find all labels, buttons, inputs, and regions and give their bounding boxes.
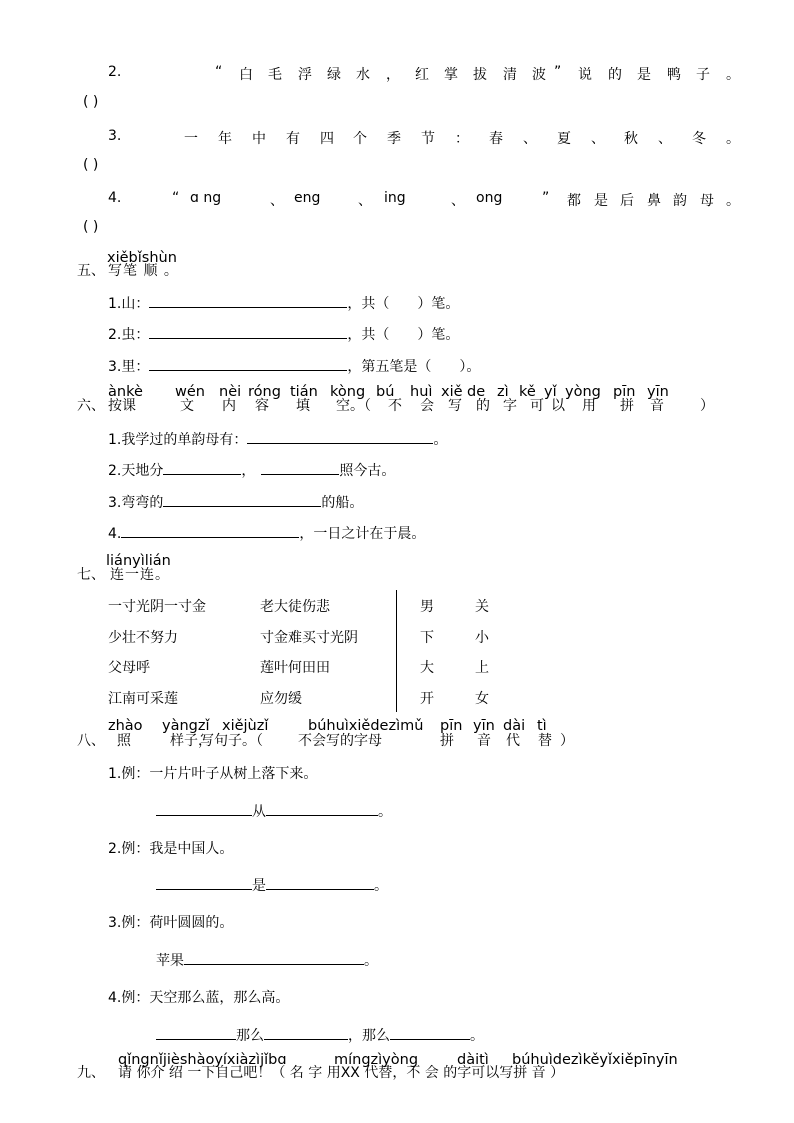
answer-blank[interactable]: [390, 1025, 470, 1040]
s5-number: 五、: [77, 263, 105, 279]
s6-item-text: 3.弯弯的: [108, 495, 164, 511]
answer-blank[interactable]: [149, 356, 347, 371]
s8-answer-text: 苹果: [156, 953, 184, 969]
q4-item: eng: [294, 190, 321, 206]
s9-pinyin-segment: qǐngnǐjièshàoyíxiàzìjǐbɑ: [118, 1052, 287, 1068]
s8-answer-text: 那么: [236, 1028, 264, 1044]
q3-char: 一: [184, 131, 198, 147]
q2-tail-char: 。: [726, 67, 740, 83]
q4-tail-char: 是: [594, 193, 608, 209]
q4-number: 4.: [108, 190, 122, 206]
q2-char: 拔: [473, 67, 487, 83]
s6-item-text: ，一日之计在于晨。: [299, 526, 426, 542]
s6-title-char: 容: [255, 398, 269, 414]
match-char[interactable]: 女: [475, 691, 489, 707]
s8-example-3: 3.例：荷叶圆圆的。: [108, 915, 234, 931]
q4-tail-char: 韵: [673, 193, 687, 209]
s6-item-text: 4.: [108, 526, 122, 542]
s6-title-char: 字: [503, 398, 517, 414]
q4-item: ɑ ng: [190, 190, 222, 206]
q2-answer-paren[interactable]: ( ): [83, 94, 99, 110]
s6-pinyin-syllable: de: [467, 384, 486, 400]
s6-title-char: 文: [180, 398, 194, 414]
s6-title-char: 不: [388, 398, 402, 414]
q2-number: 2.: [108, 64, 122, 80]
s6-title-char: 音: [650, 398, 664, 414]
s8-answer-4: [156, 1025, 484, 1045]
q3-char: 、: [591, 131, 605, 147]
s8-title-part: 拼: [440, 733, 454, 749]
answer-blank[interactable]: [266, 801, 378, 816]
s8-title-part: 音: [477, 733, 491, 749]
s6-title-char: 写: [448, 398, 462, 414]
s5-item-mid: ，共（: [347, 296, 390, 312]
q2-char: ，: [386, 67, 400, 83]
s8-example-4: 4.例：天空那么蓝，那么高。: [108, 990, 290, 1006]
match-phrase[interactable]: 一寸光阴一寸金: [108, 599, 206, 615]
answer-blank[interactable]: [184, 950, 364, 965]
s8-pinyin-syllable: zhào: [108, 718, 143, 734]
s8-answer-text: 。: [374, 878, 388, 894]
q3-char: 季: [387, 131, 401, 147]
s8-title-part: 写句子。（: [200, 733, 263, 749]
s6-pinyin-syllable: yǐ: [544, 384, 557, 400]
s6-item-1: [108, 429, 447, 449]
q3-char: 年: [218, 131, 232, 147]
s8-answer-text: 。: [378, 804, 392, 820]
s5-title: 写笔 顺 。: [108, 263, 179, 279]
s6-pinyin-syllable: nèi: [219, 384, 242, 400]
s8-answer-text: 。: [364, 953, 378, 969]
s9-number: 九、: [77, 1065, 105, 1081]
s6-item-text: 2.天地分: [108, 463, 164, 479]
s6-item-4: [108, 523, 425, 543]
match-phrase[interactable]: 父母呼: [108, 660, 150, 676]
s8-title-part: 不会写的字母: [298, 733, 382, 749]
q3-answer-paren[interactable]: ( ): [83, 157, 99, 173]
s6-item-text: ，: [241, 463, 256, 479]
s6-pinyin-syllable: xiě: [441, 384, 463, 400]
s6-title-char: 空: [336, 398, 350, 414]
answer-blank[interactable]: [163, 492, 321, 507]
match-phrase[interactable]: 少壮不努力: [108, 630, 178, 646]
answer-blank[interactable]: [149, 324, 347, 339]
q4-item: 、: [358, 193, 372, 209]
q2-tail-char: 鸭: [667, 67, 681, 83]
s5-item-label: 1.山：: [108, 296, 150, 312]
s5-item-1: [108, 293, 459, 313]
match-char[interactable]: 关: [475, 599, 489, 615]
match-char[interactable]: 男: [420, 599, 434, 615]
s8-title-part: 照: [117, 733, 131, 749]
q4-open-quote: “: [172, 190, 180, 206]
s6-title-char: 用: [582, 398, 596, 414]
answer-blank[interactable]: [156, 1025, 236, 1040]
s6-item-text: 1.我学过的单韵母有：: [108, 432, 248, 448]
s8-title-part: 替: [538, 733, 552, 749]
s8-pinyin-syllable: yīn: [473, 718, 495, 734]
q3-char: 节: [421, 131, 435, 147]
answer-blank[interactable]: [261, 460, 339, 475]
s8-title-part: ）: [560, 733, 574, 749]
s6-pinyin-syllable: pīn: [613, 384, 636, 400]
q3-char: 。: [726, 131, 740, 147]
s6-item-text: 的船。: [321, 495, 364, 511]
q2-char: 毛: [268, 67, 282, 83]
s7-number: 七、: [77, 567, 105, 583]
s7-title: 连一连。: [110, 567, 170, 583]
s6-title-char: 会: [420, 398, 434, 414]
s8-answer-3: [156, 950, 378, 970]
q2-char: 白: [239, 67, 253, 83]
s6-title-char: 拼: [620, 398, 634, 414]
q4-tail-char: 都: [567, 193, 581, 209]
s6-number: 六、: [77, 398, 105, 414]
q4-tail-char: 母: [700, 193, 714, 209]
s8-title-part: 代: [506, 733, 520, 749]
match-phrase[interactable]: 莲叶何田田: [260, 660, 330, 676]
q2-tail-char: 的: [608, 67, 622, 83]
s5-item-mid: ，第五笔是（: [347, 359, 432, 375]
s6-title-char: ）: [700, 398, 714, 414]
s5-item-end: ）。: [459, 359, 481, 375]
s8-answer-1: [156, 801, 392, 821]
q2-open-quote: “: [215, 64, 223, 80]
q2-char: 绿: [327, 67, 341, 83]
s8-pinyin-syllable: dài: [503, 718, 526, 734]
s6-title-char: 以: [551, 398, 565, 414]
q3-char: 、: [523, 131, 537, 147]
q4-item: 、: [270, 193, 284, 209]
answer-blank[interactable]: [247, 429, 433, 444]
q4-tail-char: 后: [620, 193, 634, 209]
match-phrase[interactable]: 应勿缓: [260, 691, 302, 707]
s6-pinyin-syllable: wén: [175, 384, 205, 400]
s8-pinyin-syllable: búhuìxiědezìmǔ: [308, 718, 424, 734]
q4-item: ong: [476, 190, 503, 206]
match-char[interactable]: 大: [420, 660, 434, 676]
q3-char: 夏: [557, 131, 571, 147]
s5-pinyin: xiěbǐshùn: [107, 250, 177, 266]
s5-item-end: ）笔。: [417, 296, 460, 312]
s8-answer-text: 是: [252, 878, 266, 894]
s6-pinyin-syllable: kòng: [330, 384, 366, 400]
q4-answer-paren[interactable]: ( ): [83, 219, 99, 235]
q3-char: 春: [489, 131, 503, 147]
s9-title: 请 你介 绍 一下自己吧！（ 名 字 用XX 代替，不 会 的字可以写拼 音 ）: [118, 1065, 565, 1081]
answer-blank[interactable]: [264, 1025, 348, 1040]
s6-pinyin-syllable: kě: [519, 384, 536, 400]
s8-answer-text: 。: [470, 1028, 484, 1044]
q3-char: 个: [353, 131, 367, 147]
match-phrase[interactable]: 寸金难买寸光阴: [260, 630, 358, 646]
s9-pinyin-segment: míngzìyòng: [334, 1052, 419, 1068]
s8-pinyin-syllable: pīn: [440, 718, 463, 734]
s6-title-char: 的: [476, 398, 490, 414]
s8-answer-text: ，那么: [348, 1028, 390, 1044]
s8-example-1: 1.例：一片片叶子从树上落下来。: [108, 766, 318, 782]
s8-pinyin-syllable: xiějùzǐ: [222, 718, 269, 734]
q4-item: 、: [451, 193, 465, 209]
s6-item-2: [108, 460, 395, 480]
answer-blank[interactable]: [156, 875, 252, 890]
s6-pinyin-syllable: yīn: [647, 384, 669, 400]
s8-pinyin-syllable: tì: [537, 718, 547, 734]
match-char[interactable]: 上: [475, 660, 489, 676]
q4-tail-char: 鼻: [647, 193, 661, 209]
s5-item-label: 2.虫：: [108, 327, 150, 343]
s6-item-3: [108, 492, 363, 512]
match-char[interactable]: 开: [420, 691, 434, 707]
answer-blank[interactable]: [163, 460, 241, 475]
q3-char: 、: [658, 131, 672, 147]
s6-pinyin-syllable: tián: [290, 384, 318, 400]
q2-tail-char: 是: [637, 67, 651, 83]
answer-blank[interactable]: [156, 801, 252, 816]
q2-char: 浮: [298, 67, 312, 83]
s6-title-char: 按课: [108, 398, 136, 414]
q3-char: 四: [320, 131, 334, 147]
s6-pinyin-syllable: zì: [497, 384, 509, 400]
q4-close-quote: ”: [542, 190, 550, 206]
q3-char: 有: [286, 131, 300, 147]
s5-item-end: ）笔。: [417, 327, 460, 343]
s5-item-2: [108, 324, 459, 344]
match-char[interactable]: 小: [475, 630, 489, 646]
q3-char: 冬: [692, 131, 706, 147]
q4-tail-char: 。: [726, 193, 740, 209]
q3-number: 3.: [108, 128, 122, 144]
s6-title-char: 内: [222, 398, 236, 414]
s8-number: 八、: [77, 733, 105, 749]
match-phrase[interactable]: 江南可采莲: [108, 691, 178, 707]
answer-blank[interactable]: [266, 875, 374, 890]
q2-tail-char: 子: [696, 67, 710, 83]
s8-example-2: 2.例：我是中国人。: [108, 841, 234, 857]
answer-blank[interactable]: [149, 293, 347, 308]
s6-item-text: 。: [433, 432, 448, 448]
q2-close-quote: ”: [554, 64, 562, 80]
s9-pinyin-segment: búhuìdezìkěyǐxiěpīnyīn: [512, 1052, 678, 1068]
match-char[interactable]: 下: [420, 630, 434, 646]
s9-pinyin-segment: dàitì: [457, 1052, 489, 1068]
q4-item: ing: [384, 190, 406, 206]
q2-char: 红: [415, 67, 429, 83]
s8-answer-2: [156, 875, 388, 895]
s8-answer-text: 从: [252, 804, 266, 820]
q2-char: 掌: [444, 67, 458, 83]
q3-char: 中: [252, 131, 266, 147]
s5-item-3: [108, 356, 480, 376]
q2-char: 水: [356, 67, 370, 83]
s6-title-char: 填: [296, 398, 310, 414]
s7-pinyin: liányìlián: [106, 553, 171, 569]
q3-char: ：: [455, 131, 469, 147]
s6-pinyin-syllable: ànkè: [108, 384, 143, 400]
s6-pinyin-syllable: yòng: [565, 384, 601, 400]
s5-item-label: 3.里：: [108, 359, 150, 375]
q2-char: 清: [503, 67, 517, 83]
q3-char: 秋: [624, 131, 638, 147]
s6-title-char: 。（: [350, 398, 371, 414]
s5-item-mid: ，共（: [347, 327, 390, 343]
s6-title-char: 可: [530, 398, 544, 414]
answer-blank[interactable]: [121, 523, 299, 538]
match-phrase[interactable]: 老大徒伤悲: [260, 599, 330, 615]
divider-line: [396, 590, 397, 712]
s8-pinyin-syllable: yàngzǐ: [162, 718, 210, 734]
s6-pinyin-syllable: bú: [376, 384, 395, 400]
q2-char: 波: [532, 67, 546, 83]
q2-tail-char: 说: [578, 67, 592, 83]
s6-pinyin-syllable: huì: [410, 384, 433, 400]
s8-title-part: 样子，: [170, 733, 212, 749]
s6-item-text: 照今古。: [339, 463, 396, 479]
s6-pinyin-syllable: róng: [248, 384, 281, 400]
